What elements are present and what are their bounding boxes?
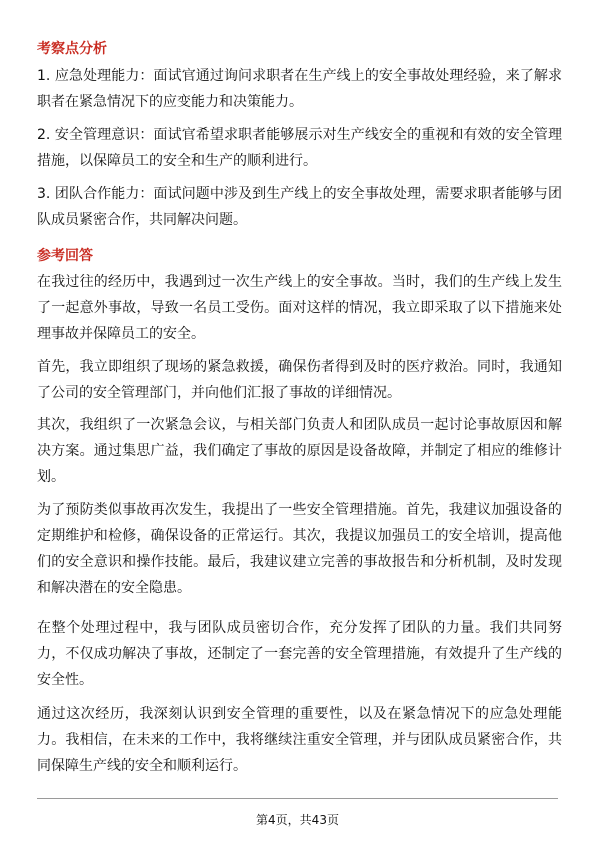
answer-paragraph-5: 在整个处理过程中，我与团队成员密切合作，充分发挥了团队的力量。我们共同努力，不仅成功解决了事故，还制定了一套完善的安全管理措施，有效提升了生产线的安全性。	[37, 620, 562, 688]
analysis-heading: 考察点分析	[37, 41, 107, 57]
answer-paragraph-6: 通过这次经历，我深刻认识到安全管理的重要性，以及在紧急情况下的应急处理能力。我相信，在未来的工作中，我将继续注重安全管理，并与团队成员紧密合作，共同保障生产线的安全和顺利运行。	[37, 706, 562, 774]
answer-paragraph-4: 为了预防类似事故再次发生，我提出了一些安全管理措施。首先，我建议加强设备的定期维护和检修，确保设备的正常运行。其次，我提议加强员工的安全培训，提高他们的安全意识和操作技能。最后，我建议建立完善的事故报告和分析机制，及时发现和解决潜在的安全隐患。	[37, 502, 562, 596]
analysis-item-2: 2. 安全管理意识：面试官希望求职者能够展示对生产线安全的重视和有效的安全管理措施，以保障员工的安全和生产的顺利进行。	[37, 127, 562, 169]
answer-paragraph-3: 其次，我组织了一次紧急会议，与相关部门负责人和团队成员一起讨论事故原因和解决方案。通过集思广益，我们确定了事故的原因是设备故障，并制定了相应的维修计划。	[37, 417, 562, 485]
page-number: 第4页，共43页	[256, 813, 339, 827]
footer-divider	[37, 798, 558, 799]
analysis-item-3: 3. 团队合作能力：面试问题中涉及到生产线上的安全事故处理，需要求职者能够与团队成员紧密合作，共同解决问题。	[37, 186, 562, 228]
analysis-item-1: 1. 应急处理能力：面试官通过询问求职者在生产线上的安全事故处理经验，来了解求职者在紧急情况下的应变能力和决策能力。	[37, 68, 562, 110]
answer-paragraph-1: 在我过往的经历中，我遇到过一次生产线上的安全事故。当时，我们的生产线上发生了一起意外事故，导致一名员工受伤。面对这样的情况，我立即采取了以下措施来处理事故并保障员工的安全。	[37, 274, 562, 342]
answer-heading: 参考回答	[37, 248, 93, 264]
answer-paragraph-2: 首先，我立即组织了现场的紧急救援，确保伤者得到及时的医疗救治。同时，我通知了公司的安全管理部门，并向他们汇报了事故的详细情况。	[37, 359, 562, 401]
